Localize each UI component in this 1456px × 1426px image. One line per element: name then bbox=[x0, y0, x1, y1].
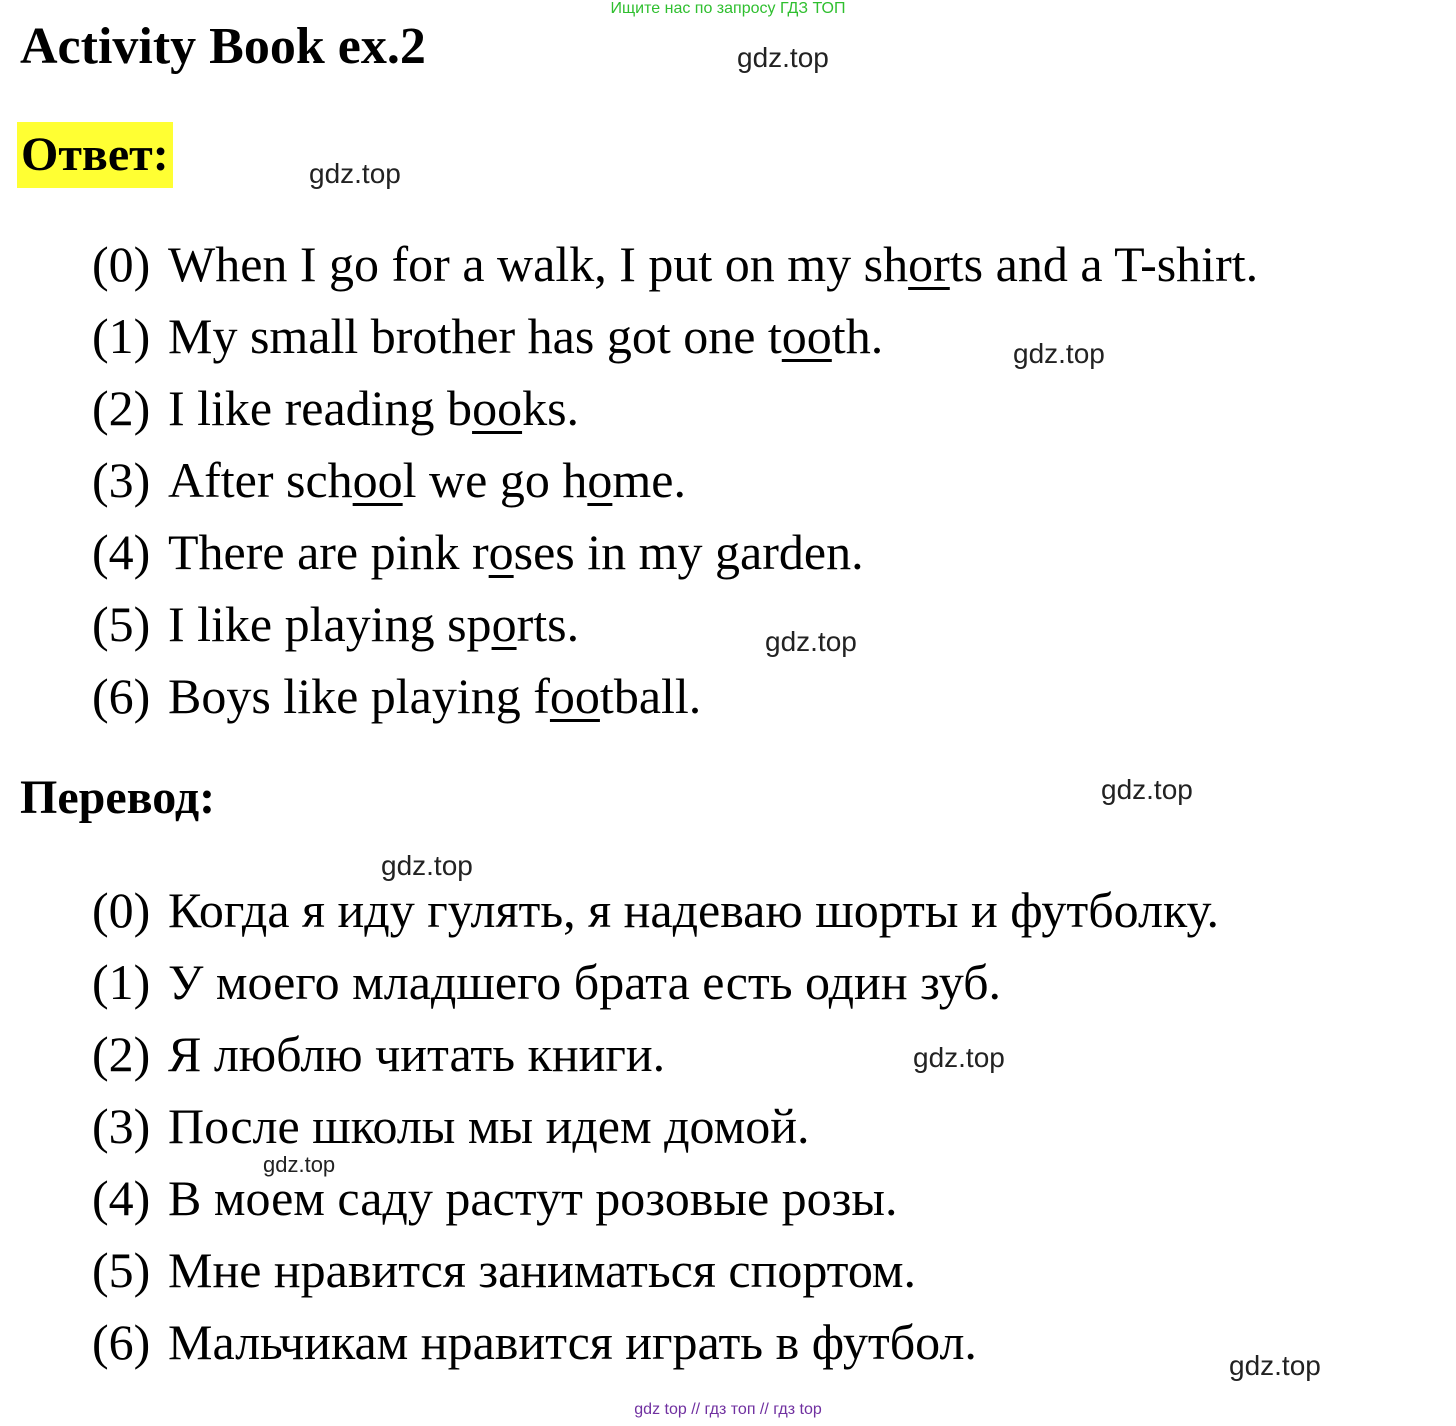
translation-text: Когда я иду гулять, я надеваю шорты и футболку. bbox=[168, 882, 1220, 938]
underlined-letters: o bbox=[488, 524, 514, 580]
watermark: gdz.top bbox=[1101, 774, 1193, 805]
answer-line-3 bbox=[92, 450, 686, 510]
answer-text-middle: l we go h bbox=[402, 452, 588, 508]
answer-text-start: After sch bbox=[168, 452, 353, 508]
watermark: gdz.top bbox=[309, 158, 401, 189]
item-number: (4) bbox=[92, 524, 151, 580]
answer-text-end: th. bbox=[831, 308, 884, 364]
item-number: (3) bbox=[92, 1098, 151, 1154]
answer-text-start: There are pink r bbox=[168, 524, 489, 580]
translation-text: У моего младшего брата есть один зуб. bbox=[168, 954, 1002, 1010]
answer-text-end: ses in my garden. bbox=[513, 524, 864, 580]
answer-text-start: My small brother has got one t bbox=[168, 308, 782, 364]
answer-text-end: tball. bbox=[599, 668, 702, 724]
answer-heading: Ответ: bbox=[17, 122, 173, 188]
translation-text: В моем саду растут розовые розы. bbox=[168, 1170, 898, 1226]
item-number: (6) bbox=[92, 1314, 151, 1370]
translation-text: После школы мы идем домой. bbox=[168, 1098, 810, 1154]
translation-text: Мне нравится заниматься спортом. bbox=[168, 1242, 917, 1298]
item-number: (3) bbox=[92, 452, 151, 508]
translation-line-5 bbox=[92, 1240, 916, 1300]
item-number: (0) bbox=[92, 236, 151, 292]
item-number: (2) bbox=[92, 380, 151, 436]
answer-text-end: ks. bbox=[522, 380, 580, 436]
item-number: (5) bbox=[92, 1242, 151, 1298]
underlined-letters: oo bbox=[781, 308, 832, 364]
underlined-letters: o bbox=[587, 452, 613, 508]
translation-line-6 bbox=[92, 1312, 977, 1372]
translation-line-4 bbox=[92, 1168, 898, 1228]
item-number: (1) bbox=[92, 308, 151, 364]
answer-line-4 bbox=[92, 522, 864, 582]
underlined-letters: oo bbox=[472, 380, 523, 436]
translation-line-2 bbox=[92, 1024, 665, 1084]
underlined-letters: or bbox=[908, 236, 950, 292]
page-title: Activity Book ex.2 bbox=[20, 18, 426, 75]
answer-line-2 bbox=[92, 378, 579, 438]
answer-line-1 bbox=[92, 306, 883, 366]
answer-line-0 bbox=[92, 234, 1258, 294]
item-number: (0) bbox=[92, 882, 151, 938]
item-number: (5) bbox=[92, 596, 151, 652]
answer-text-end: rts. bbox=[516, 596, 580, 652]
answer-text-end: me. bbox=[612, 452, 686, 508]
footer-links[interactable]: gdz top // гдз топ // гдз top bbox=[634, 1401, 822, 1418]
answer-line-5 bbox=[92, 594, 579, 654]
answer-text-start: When I go for a walk, I put on my sh bbox=[168, 236, 909, 292]
underlined-letters: oo bbox=[352, 452, 403, 508]
translation-heading: Перевод: bbox=[20, 771, 216, 824]
watermark: gdz.top bbox=[1229, 1350, 1321, 1381]
item-number: (1) bbox=[92, 954, 151, 1010]
translation-line-1 bbox=[92, 952, 1001, 1012]
top-banner-link[interactable]: Ищите нас по запросу ГДЗ ТОП bbox=[610, 0, 846, 17]
underlined-letters: o bbox=[491, 596, 517, 652]
watermark: gdz.top bbox=[765, 626, 857, 657]
translation-line-0 bbox=[92, 880, 1219, 940]
answer-text-start: I like playing sp bbox=[168, 596, 492, 652]
translation-text: Я люблю читать книги. bbox=[168, 1026, 666, 1082]
item-number: (6) bbox=[92, 668, 151, 724]
answer-text-end: ts and a T-shirt. bbox=[949, 236, 1259, 292]
watermark: gdz.top bbox=[913, 1042, 1005, 1073]
item-number: (4) bbox=[92, 1170, 151, 1226]
underlined-letters: oo bbox=[549, 668, 600, 724]
answer-line-6 bbox=[92, 666, 701, 726]
watermark: gdz.top bbox=[381, 850, 473, 881]
watermark: gdz.top bbox=[263, 1152, 336, 1177]
watermark: gdz.top bbox=[1013, 338, 1105, 369]
item-number: (2) bbox=[92, 1026, 151, 1082]
answer-text-start: I like reading b bbox=[168, 380, 473, 436]
watermark: gdz.top bbox=[737, 42, 829, 73]
translation-text: Мальчикам нравится играть в футбол. bbox=[168, 1314, 977, 1370]
answer-text-start: Boys like playing f bbox=[168, 668, 550, 724]
translation-line-3 bbox=[92, 1096, 809, 1156]
